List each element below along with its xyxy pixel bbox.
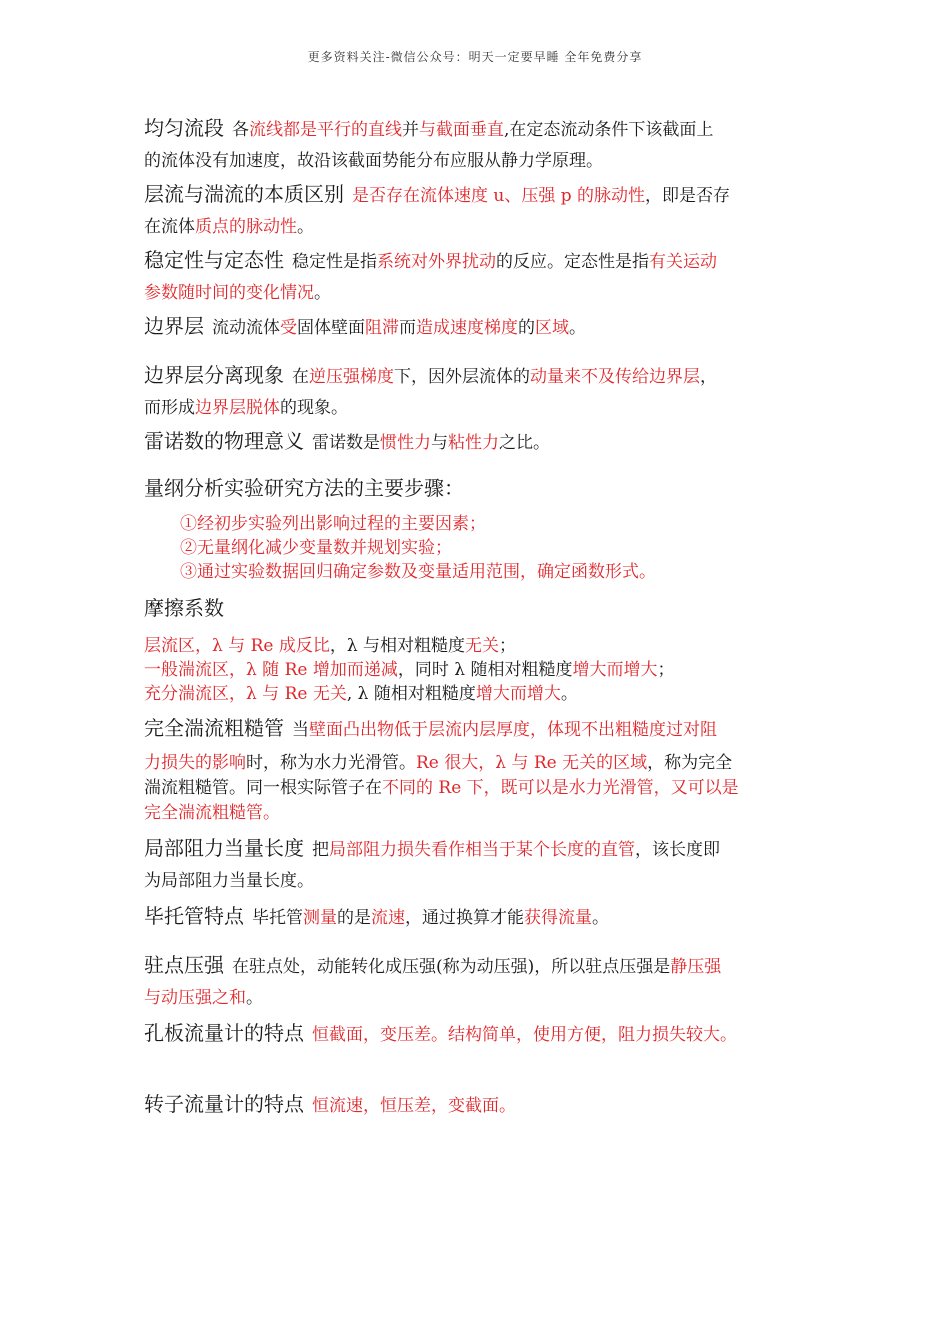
text: 毕托管 [252, 908, 303, 928]
text: 时，称为水力光滑管。 [246, 753, 416, 773]
text: 的现象。 [280, 398, 348, 418]
text: 把 [312, 840, 329, 860]
text: 各 [232, 120, 249, 140]
term: 毕托管特点 [144, 904, 244, 928]
entry-uniform-flow [144, 118, 814, 170]
text: ； [657, 660, 675, 680]
text: ，即是否存 [645, 186, 731, 206]
term: 转子流量计的特点 [144, 1092, 304, 1116]
term: 驻点压强 [144, 953, 224, 977]
highlight: 是否存在流体速度 u、压强 p 的脉动性 [352, 186, 646, 206]
entry-stagnation [144, 955, 814, 1007]
highlight: 惯性力 [380, 433, 431, 453]
term: 稳定性与定态性 [144, 248, 284, 272]
section-title: 摩擦系数 [144, 596, 224, 620]
text: ， [700, 367, 717, 387]
text: 为局部阻力当量长度。 [144, 871, 314, 891]
text: 在驻点处，动能转化成压强(称为动压强)，所以驻点压强是 [232, 957, 671, 977]
highlight: 质点的脉动性 [195, 217, 297, 237]
highlight: 测量 [303, 908, 337, 928]
highlight: 壁面凸出物低于层流内层厚度，体现不出粗糙度过对阻 [309, 720, 717, 740]
step-item: ②无量纲化减少变量数并规划实验； [180, 538, 452, 558]
section-title: 量纲分析实验研究方法的主要步骤： [144, 476, 464, 500]
highlight: 获得流量 [524, 908, 592, 928]
highlight: 与截面垂直 [419, 120, 504, 140]
highlight: 增大而增大 [572, 660, 658, 680]
entry-rotameter [144, 1094, 814, 1115]
highlight: 逆压强梯度 [309, 367, 394, 387]
highlight: 层流区，λ 与 Re 成反比 [144, 636, 330, 656]
highlight: 恒流速，恒压差，变截面。 [312, 1096, 516, 1116]
text: 。 [560, 684, 578, 704]
term: 均匀流段 [144, 116, 224, 140]
text: 的是 [337, 908, 371, 928]
term: 孔板流量计的特点 [144, 1021, 304, 1045]
highlight: 增大而增大 [475, 684, 561, 704]
entry-boundary-separation [144, 365, 814, 417]
highlight: 恒截面，变压差。结构简单，使用方便，阻力损失较大。 [312, 1025, 737, 1045]
friction-row [144, 682, 814, 706]
entry-laminar-turbulent [144, 184, 814, 236]
text: 下，因外层流体的 [394, 367, 530, 387]
text: ； [499, 636, 517, 656]
text: 固体壁面 [297, 318, 365, 338]
entry-pitot [144, 906, 814, 927]
step-item: ③通过实验数据回归确定参数及变量适用范围，确定函数形式。 [180, 562, 656, 582]
highlight: 边界层脱体 [195, 398, 280, 418]
highlight: 充分湍流区，λ 与 Re 无关 [144, 684, 347, 704]
text: ，称为完全 [647, 753, 733, 773]
highlight: 粘性力 [448, 433, 499, 453]
highlight: 区域 [535, 318, 569, 338]
text: 与 [431, 433, 448, 453]
term: 完全湍流粗糙管 [144, 716, 284, 740]
text: ，该长度即 [635, 840, 720, 860]
highlight: 无关 [465, 636, 500, 656]
highlight: 系统对外界扰动 [377, 252, 496, 272]
entry-orifice [144, 1023, 814, 1044]
text: 之比。 [499, 433, 550, 453]
text: ，同时 λ 随相对粗糙度 [397, 660, 573, 680]
text: 雷诺数是 [312, 433, 380, 453]
highlight: 流速 [371, 908, 405, 928]
highlight: 一般湍流区，λ 随 Re 增加而递减 [144, 660, 398, 680]
page-header: 更多资料关注-微信公众号：明天一定要早睡 全年免费分享 [307, 50, 643, 64]
entry-boundary-layer [144, 316, 814, 337]
text: 流动流体 [212, 318, 280, 338]
highlight: 力损失的影响 [144, 753, 246, 773]
text: 。 [297, 217, 314, 237]
text: 湍流粗糙管。同一根实际管子在 [144, 778, 382, 798]
term: 边界层 [144, 314, 204, 338]
highlight: 造成速度梯度 [416, 318, 518, 338]
entry-reynolds [144, 431, 814, 452]
entry-local-resistance [144, 838, 814, 890]
highlight: Re 很大，λ 与 Re 无关的区域 [416, 753, 648, 773]
friction-row [144, 658, 814, 682]
highlight: 阻滞 [365, 318, 399, 338]
text: 在 [292, 367, 309, 387]
entry-dimensional-analysis [144, 478, 814, 584]
text: 并 [402, 120, 419, 140]
text: ，λ 与相对粗糙度 [329, 636, 466, 656]
term: 层流与湍流的本质区别 [144, 182, 344, 206]
highlight: 受 [280, 318, 297, 338]
highlight: 静压强 [670, 957, 722, 977]
text: 的反应。定态性是指 [496, 252, 649, 272]
text: ,在定态流动条件下该截面上 [504, 120, 714, 140]
text: 。 [592, 908, 609, 928]
step-item: ①经初步实验列出影响过程的主要因素； [180, 514, 486, 534]
text: 的流体没有加速度，故沿该截面势能分布应服从静力学原理。 [144, 151, 603, 171]
entry-friction [144, 598, 814, 706]
text: 而 [399, 318, 416, 338]
text: ，通过换算才能 [405, 908, 524, 928]
term: 雷诺数的物理意义 [144, 429, 304, 453]
term: 边界层分离现象 [144, 363, 284, 387]
highlight: 流线都是平行的直线 [249, 120, 402, 140]
highlight: 有关运动 [649, 252, 717, 272]
text: 在流体 [144, 217, 195, 237]
text: 当 [292, 720, 309, 740]
friction-row [144, 634, 814, 658]
highlight: 完全湍流粗糙管。 [144, 803, 280, 823]
text: 。 [314, 283, 331, 303]
highlight: 不同的 Re 下，既可以是水力光滑管，又可以是 [382, 778, 739, 798]
text: 稳定性是指 [292, 252, 377, 272]
term: 局部阻力当量长度 [144, 836, 304, 860]
text: 的 [518, 318, 535, 338]
highlight: 局部阻力损失看作相当于某个长度的直管 [329, 840, 635, 860]
highlight: 参数随时间的变化情况 [144, 283, 314, 303]
text: 。 [569, 318, 586, 338]
highlight: 动量来不及传给边界层 [530, 367, 700, 387]
highlight: 与动压强之和 [144, 988, 246, 1008]
text: 而形成 [144, 398, 195, 418]
entry-rough-pipe [144, 718, 814, 822]
text: , λ 随相对粗糙度 [346, 684, 476, 704]
document-body [144, 118, 814, 1115]
text: 。 [246, 988, 263, 1008]
entry-stability [144, 250, 814, 302]
